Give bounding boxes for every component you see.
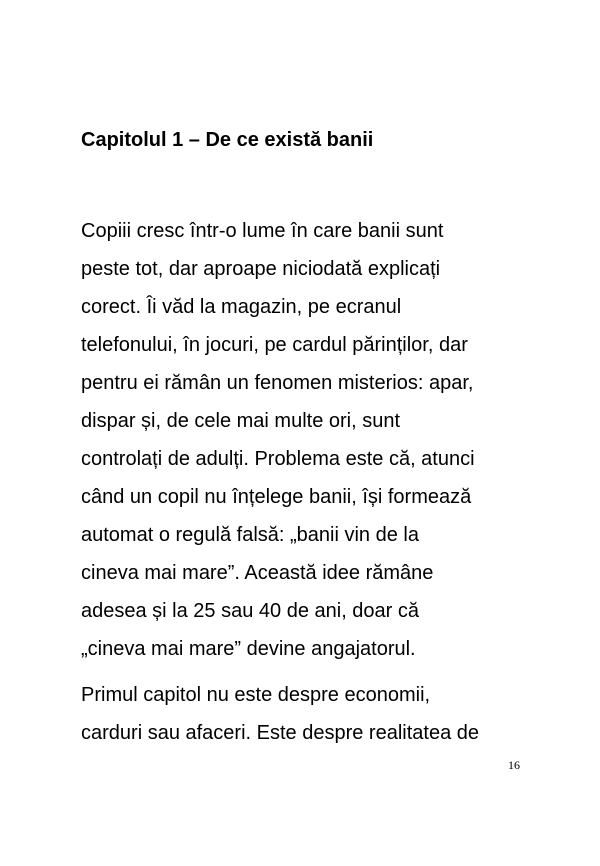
text-line: peste tot, dar aproape niciodată explicați xyxy=(81,258,441,280)
text-line: carduri sau afaceri. Este despre realitatea de xyxy=(81,722,479,744)
text-line: controlați de adulți. Problema este că, atunci xyxy=(81,448,475,470)
text-line: automat o regulă falsă: „banii vin de la xyxy=(81,524,419,546)
text-line: corect. Îi văd la magazin, pe ecranul xyxy=(81,296,402,318)
text-line: dispar și, de cele mai multe ori, sunt xyxy=(81,410,401,432)
text-line: pentru ei rămân un fenomen misterios: apar, xyxy=(81,372,474,394)
paragraph-2 xyxy=(81,676,551,752)
text-line: Primul capitol nu este despre economii, xyxy=(81,684,431,706)
text-line: Copiii cresc într-o lume în care banii sunt xyxy=(81,220,444,242)
text-line: când un copil nu înțelege banii, își formează xyxy=(81,486,472,508)
chapter-title: Capitolul 1 – De ce există banii xyxy=(81,129,374,151)
paragraph-1 xyxy=(81,212,551,668)
page-number: 16 xyxy=(508,758,520,772)
text-line: „cineva mai mare” devine angajatorul. xyxy=(81,638,416,660)
text-line: adesea și la 25 sau 40 de ani, doar că xyxy=(81,600,420,622)
text-line: cineva mai mare”. Această idee rămâne xyxy=(81,562,434,584)
text-line: telefonului, în jocuri, pe cardul părinților, dar xyxy=(81,334,468,356)
